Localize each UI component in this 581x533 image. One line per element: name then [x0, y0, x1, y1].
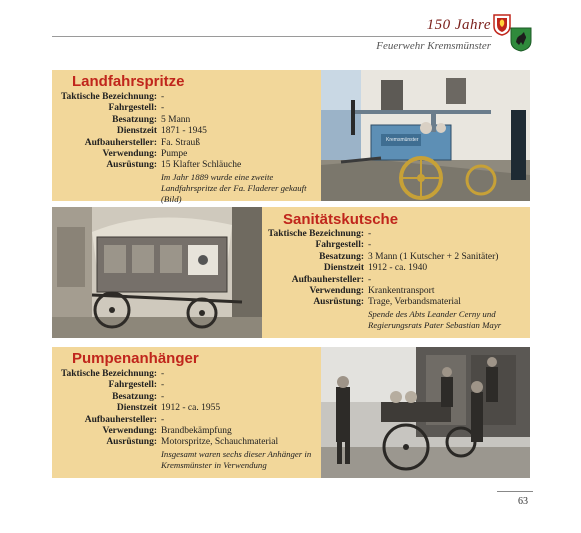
spec-value: Krankentransport — [368, 286, 435, 297]
spec-label: Fahrgestell: — [315, 240, 364, 251]
spec-row — [55, 149, 319, 160]
spec-value: - — [161, 103, 165, 114]
spec-list-sanitaetskutsche — [262, 229, 528, 331]
photo-landfahrspritze — [321, 70, 530, 201]
spec-row — [55, 415, 319, 426]
spec-label: Taktische Bezeichnung: — [268, 229, 364, 239]
spec-value: - — [161, 414, 165, 425]
photo-pumpenanhaenger — [321, 347, 530, 478]
spec-label: Dienstzeit — [116, 126, 157, 137]
spec-row — [55, 380, 319, 391]
spec-label: Fahrgestell: — [108, 103, 157, 114]
spec-label: Verwendung: — [102, 149, 157, 160]
spec-value: - — [368, 229, 372, 239]
municipal-coat-of-arms-icon — [510, 27, 532, 52]
spec-label: Taktische Bezeichnung: — [61, 92, 157, 102]
spec-label: Ausrüstung: — [106, 437, 157, 448]
spec-label: Besatzung: — [319, 251, 364, 262]
spec-row — [262, 252, 528, 263]
spec-value: - — [161, 369, 165, 379]
spec-note: Insgesamt waren sechs dieser Anhänger in Kremsmünster in Verwendung — [161, 448, 312, 470]
footer-divider — [497, 491, 533, 492]
spec-row — [55, 138, 319, 149]
spec-label: Verwendung: — [102, 426, 157, 437]
spec-row — [55, 126, 319, 137]
spec-value: Brandbekämpfung — [161, 426, 232, 437]
spec-row — [55, 426, 319, 437]
spec-label: Besatzung: — [112, 114, 157, 125]
spec-list-pumpenanhaenger — [55, 369, 319, 471]
spec-value: 1912 - ca. 1955 — [161, 403, 221, 414]
spec-label: Dienstzeit — [323, 263, 364, 274]
spec-row — [55, 437, 319, 448]
spec-value: - — [161, 92, 165, 102]
spec-row — [262, 297, 528, 308]
spec-value: Trage, Verbandsmaterial — [368, 297, 461, 308]
spec-row — [55, 92, 319, 103]
book-title: 150 Jahre — [426, 17, 491, 33]
fire-brigade-emblem-icon — [493, 14, 511, 36]
spec-row — [55, 115, 319, 126]
spec-value: 5 Mann — [161, 114, 191, 125]
spec-value: 15 Klafter Schläuche — [161, 160, 242, 171]
spec-label: Verwendung: — [309, 286, 364, 297]
spec-value: Motorspritze, Schauchmaterial — [161, 437, 279, 448]
spec-note: Spende des Abts Leander Cerny und Regierungsrats Pater Sebastian Mayr — [368, 308, 502, 330]
spec-row — [55, 160, 319, 171]
spec-row — [262, 240, 528, 251]
header-divider — [52, 36, 492, 37]
spec-row — [262, 229, 528, 240]
spec-note-row — [55, 172, 319, 205]
spec-row — [262, 263, 528, 274]
spec-value: 1871 - 1945 — [161, 126, 207, 137]
section-heading-landfahrspritze: Landfahrspritze — [72, 73, 185, 90]
spec-value: - — [161, 391, 165, 402]
spec-label: Aufbauhersteller: — [84, 137, 157, 148]
spec-row — [262, 286, 528, 297]
spec-value: - — [161, 380, 165, 391]
spec-row — [55, 392, 319, 403]
spec-note-row — [55, 449, 319, 471]
book-subtitle: Feuerwehr Kremsmünster — [376, 40, 491, 52]
spec-list-landfahrspritze — [55, 92, 319, 205]
spec-value: 1912 - ca. 1940 — [368, 263, 428, 274]
spec-value: Fa. Strauß — [161, 137, 201, 148]
section-heading-sanitaetskutsche: Sanitätskutsche — [283, 211, 399, 228]
spec-label: Aufbauhersteller: — [291, 274, 364, 285]
spec-label: Besatzung: — [112, 391, 157, 402]
spec-note: Im Jahr 1889 wurde eine zweite Landfahrspritze der Fa. Fladerer gekauft (Bild) — [161, 171, 307, 204]
photo-sanitaetskutsche — [52, 207, 262, 338]
spec-value: 3 Mann (1 Kutscher + 2 Sanitäter) — [368, 251, 499, 262]
spec-value: - — [368, 274, 372, 285]
spec-value: - — [368, 240, 372, 251]
spec-label: Taktische Bezeichnung: — [61, 369, 157, 379]
spec-note-row — [262, 309, 528, 331]
spec-row — [55, 369, 319, 380]
spec-label: Ausrüstung: — [106, 160, 157, 171]
spec-label: Fahrgestell: — [108, 380, 157, 391]
spec-row — [55, 403, 319, 414]
spec-label: Ausrüstung: — [313, 297, 364, 308]
spec-row — [55, 103, 319, 114]
section-heading-pumpenanhaenger: Pumpenanhänger — [72, 350, 199, 367]
spec-label: Aufbauhersteller: — [84, 414, 157, 425]
page-number: 63 — [518, 496, 528, 507]
spec-row — [262, 275, 528, 286]
photo-lettering: Kremsmünster — [386, 137, 419, 143]
spec-value: Pumpe — [161, 149, 188, 160]
spec-label: Dienstzeit — [116, 403, 157, 414]
